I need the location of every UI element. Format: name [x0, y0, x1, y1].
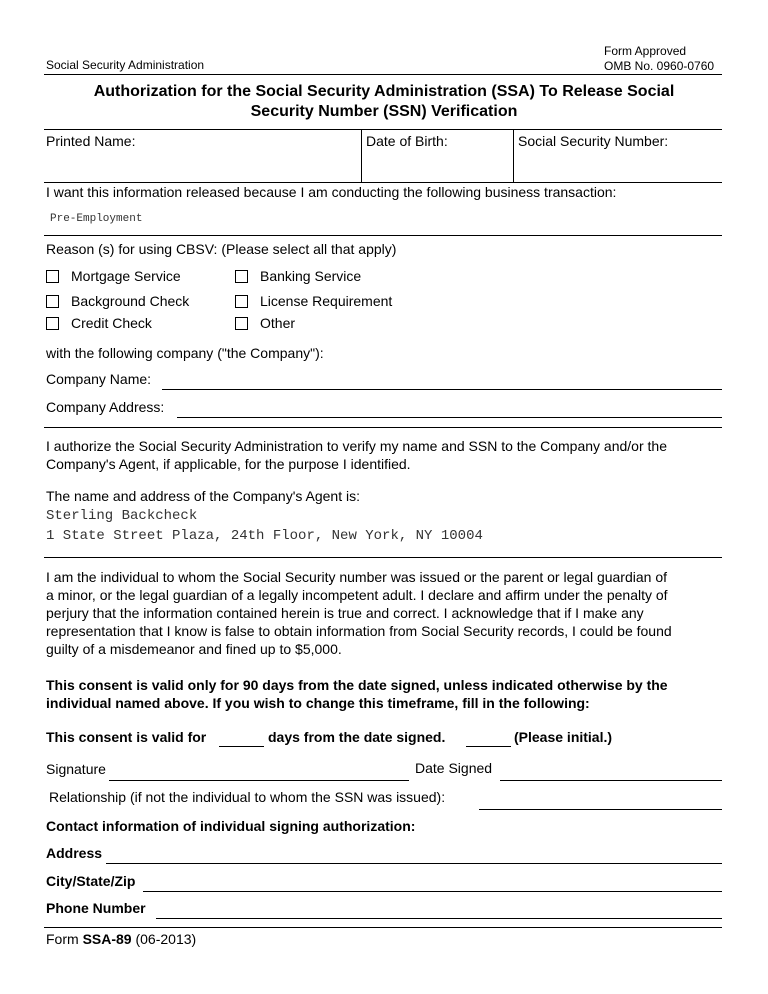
signature-field[interactable] — [109, 780, 409, 781]
reason-label: License Requirement — [260, 293, 393, 309]
days-field[interactable] — [219, 746, 264, 747]
address-field[interactable] — [106, 863, 722, 864]
city-state-zip-field[interactable] — [143, 891, 722, 892]
checkbox-credit-check[interactable] — [46, 317, 59, 330]
header-rule — [44, 74, 722, 75]
date-of-birth-label: Date of Birth: — [366, 133, 448, 149]
consent-line: This consent is valid only for 90 days from the date signed, unless indicated otherwise by the — [46, 677, 668, 693]
date-signed-field[interactable] — [500, 780, 722, 781]
company-name-label: Company Name: — [46, 371, 152, 387]
phone-number-field[interactable] — [156, 918, 722, 919]
company-address-field[interactable] — [177, 417, 722, 418]
company-address-label: Company Address: — [46, 399, 165, 415]
reason-label: Banking Service — [260, 268, 362, 284]
address-label: Address — [46, 845, 103, 861]
agent-name[interactable]: Sterling Backcheck — [46, 508, 198, 524]
relationship-label: Relationship (if not the individual to whom the SSN was issued): — [49, 789, 446, 805]
agent-address[interactable]: 1 State Street Plaza, 24th Floor, New York, NY 10004 — [46, 528, 483, 544]
valid-for-label: This consent is valid for — [46, 729, 207, 745]
company-name-field[interactable] — [162, 389, 722, 390]
phone-number-label: Phone Number — [46, 900, 146, 916]
initial-label: (Please initial.) — [514, 729, 613, 745]
form-footer — [46, 931, 196, 947]
divider — [44, 235, 722, 236]
title-line-2: Security Number (SSN) Verification — [250, 103, 518, 120]
relationship-field[interactable] — [479, 809, 722, 810]
reason-label: Background Check — [71, 293, 190, 309]
consent-line: individual named above. If you wish to change this timeframe, fill in the following: — [46, 695, 590, 711]
page-title — [46, 82, 722, 122]
form-prefix: Form — [46, 931, 79, 947]
signature-label: Signature — [46, 761, 106, 777]
checkbox-mortgage-service[interactable] — [46, 270, 59, 283]
declaration-line: a minor, or the legal guardian of a legally incompetent adult. I declare and affirm under the penalty of — [46, 587, 668, 603]
authorization-line: Company's Agent, if applicable, for the purpose I identified. — [46, 456, 411, 472]
declaration-text — [46, 568, 722, 658]
checkbox-background-check[interactable] — [46, 295, 59, 308]
declaration-line: I am the individual to whom the Social Security number was issued or the parent or legal guardian of — [46, 569, 668, 585]
divider — [44, 927, 722, 928]
days-from-label: days from the date signed. — [268, 729, 446, 745]
divider — [44, 557, 722, 558]
city-state-zip-label: City/State/Zip — [46, 873, 136, 889]
reason-label: Mortgage Service — [71, 268, 181, 284]
transaction-label: I want this information released because I am conducting the following business transaction: — [46, 184, 617, 200]
initial-field[interactable] — [466, 746, 511, 747]
consent-text — [46, 676, 722, 712]
divider — [44, 427, 722, 428]
authorization-line: I authorize the Social Security Administration to verify my name and SSN to the Company and/or the — [46, 438, 667, 454]
form-number: SSA-89 — [82, 931, 132, 947]
printed-name-label: Printed Name: — [46, 133, 136, 149]
checkbox-license-requirement[interactable] — [235, 295, 248, 308]
transaction-value[interactable]: Pre-Employment — [50, 213, 143, 225]
declaration-line: representation that I know is false to obtain information from Social Security records, I could be found — [46, 623, 672, 639]
reasons-label: Reason (s) for using CBSV: (Please select all that apply) — [46, 241, 397, 257]
title-line-1: Authorization for the Social Security Administration (SSA) To Release Social — [93, 83, 675, 100]
form-approved: Form Approved — [604, 44, 687, 58]
declaration-line: guilty of a misdemeanor and fined up to $5,000. — [46, 641, 342, 657]
omb-number: OMB No. 0960-0760 — [604, 59, 715, 73]
reason-label: Credit Check — [71, 315, 152, 331]
checkbox-other[interactable] — [235, 317, 248, 330]
divider — [44, 129, 722, 130]
divider — [361, 129, 362, 182]
form-date: (06-2013) — [135, 931, 197, 947]
authorization-text — [46, 437, 722, 473]
reason-label: Other — [260, 315, 296, 331]
divider — [44, 182, 722, 183]
agent-label: The name and address of the Company's Agent is: — [46, 488, 360, 504]
agency-name: Social Security Administration — [46, 58, 205, 72]
contact-heading: Contact information of individual signing authorization: — [46, 818, 416, 834]
ssn-label: Social Security Number: — [518, 133, 669, 149]
company-intro: with the following company ("the Company"): — [46, 345, 324, 361]
checkbox-banking-service[interactable] — [235, 270, 248, 283]
divider — [513, 129, 514, 182]
declaration-line: perjury that the information contained herein is true and correct. I acknowledge that if I make any — [46, 605, 644, 621]
date-signed-label: Date Signed — [415, 760, 493, 776]
